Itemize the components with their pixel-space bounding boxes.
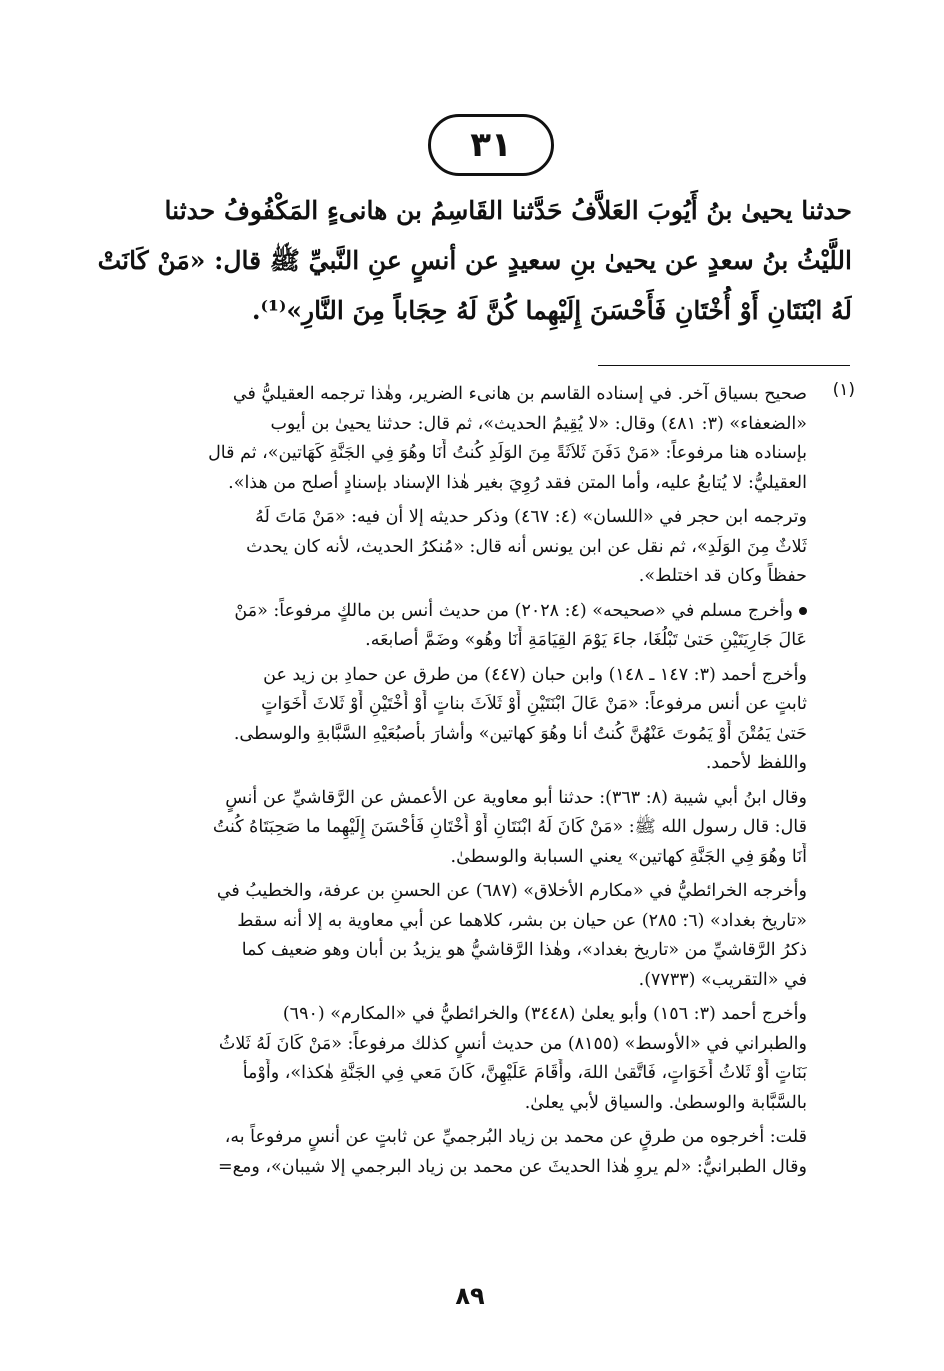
footnote-line: وترجمه ابن حجر في «اللسان» (٤: ٤٦٧) وذكر حديثه إلا أن فيه: «مَنْ مَاتَ لَهُ bbox=[255, 507, 807, 527]
footnote-paragraph bbox=[90, 503, 807, 592]
footnote-line: وقال ابنُ أبي شيبة (٨: ٣٦٣): حدثنا أبو معاوية عن الأعمش عن الرَّقاشيِّ عن أنسٍ bbox=[225, 787, 807, 808]
footnotes bbox=[90, 380, 855, 1187]
footnote-line: «الضعفاء» (٣: ٤٨١) وقال: «لا يُقِيمُ الحديث»، ثم قال: حدثنا يحيىٰ بن أيوب bbox=[270, 413, 807, 434]
hadith-number: ٣١ bbox=[470, 125, 512, 165]
footnote-line: بَنَاتٍ أَوْ ثَلاثُ أَخَوَاتٍ، فَاتَّقىٰ اللهَ، وأَقَامَ عَلَيْهِنَّ، كَانَ مَعي فِي الجَنَّةِ هٰكذا»، وأَوْمأ bbox=[242, 1063, 807, 1083]
footnote-line: في «التقريب» (٧٧٣٣). bbox=[638, 969, 807, 990]
footnote-paragraph bbox=[90, 380, 807, 498]
hadith-number-badge bbox=[428, 114, 554, 176]
hadith-text-line: اللَّيْثُ بنُ سعدٍ عن يحيىٰ بنِ سعيدٍ عن أنسٍ عنِ النَّبيِّ ﷺ قال: «مَنْ كَانَتْ bbox=[97, 246, 852, 275]
footnote-line: عَالَ جَارِيَتَيْنِ حَتىٰ تَبْلُغَا، جاءَ يَوْمَ القِيَامَةِ أَنَا وهُو» وضَمَّ أصابعَه. bbox=[365, 630, 807, 650]
footnote-line: بالسَّبَّابة والوسطىٰ. والسياق لأبي يعلىٰ. bbox=[524, 1092, 807, 1113]
footnote-paragraph bbox=[90, 877, 807, 995]
footnote-separator bbox=[598, 365, 850, 366]
hadith-text-line: حدثنا يحيىٰ بنُ أَيُوبَ العَلاَّفُ حَدَّثنا القَاسِمُ بن هانىءٍ المَكْفُوفُ حدثنا bbox=[164, 196, 852, 225]
footnote-line: وأخرج أحمد (٣: ١٤٧ ـ ١٤٨) وابن حبان (٤٤٧) من طرق عن حمادِ بن زيد عن bbox=[263, 664, 807, 685]
footnote-line: وأخرجه الخرائطيُّ في «مكارم الأخلاق» (٦٨٧) عن الحسنِ بن عرفة، والخطيبُ في bbox=[216, 881, 807, 901]
hadith-text bbox=[96, 186, 852, 336]
footnote-paragraph bbox=[90, 661, 807, 779]
footnote-marker: (١) bbox=[832, 380, 855, 400]
footnote-line: واللفظ لأحمد. bbox=[705, 753, 807, 773]
bullet-icon bbox=[799, 607, 807, 615]
footnote-line: «تاريخ بغداد» (٦: ٢٨٥) عن حيان بن بشر، كلاهما عن أبي معاوية به إلا أنه سقط bbox=[237, 910, 807, 931]
footnote-line: حفظاً وكان قد اختلط». bbox=[638, 566, 807, 586]
footnote-line bbox=[90, 597, 807, 627]
footnote-line: قلت: أخرجوه من طرقٍ عن محمد بن زياد البُرجميِّ عن ثابتٍ عن أنسٍ مرفوعاً به، bbox=[224, 1127, 807, 1147]
footnote-line: العقيليُّ: لا يُتابعُ عليه، وأما المتن فقد رُوِيَ بغير هٰذا الإسناد بإسنادٍ أصلح من هذا». bbox=[228, 472, 807, 493]
footnote-body bbox=[90, 380, 807, 1182]
footnote-line: قال: قال رسول الله ﷺ: «مَنْ كَانَ لَهُ ابْنَتَانِ أَوْ أُخْتَانِ فَأَحْسَنَ إِلَيْهِما ما صَحِبَتَاهُ كُنتُ bbox=[212, 817, 807, 837]
page-number: ٨٩ bbox=[455, 1282, 485, 1310]
footnote-line-text: وأخرج مسلم في «صحيحه» (٤: ٢٠٢٨) من حديث أنس بن مالكٍ مرفوعاً: «مَنْ bbox=[234, 600, 793, 621]
footnote-line: ثابتٍ عن أنس مرفوعاً: «مَنْ عَالَ ابْنَتَيْنِ أَوْ ثَلاَثَ بناتٍ أَوْ أُخْتَيْنِ أَوْ ثَلاثَ أَخَوَاتٍ bbox=[261, 694, 807, 714]
footnote-line: ثَلاثٌ مِنَ الوَلَدِ»، ثم نقل عن ابن يونس أنه قال: «مُنكرُ الحديث، لأنه كان يحدث bbox=[246, 536, 807, 557]
footnote-line: والطبراني في «الأوسط» (٨١٥٥) من حديث أنسٍ كذلك مرفوعاً: «مَنْ كَانَ لَهُ ثَلاثُ bbox=[218, 1033, 807, 1054]
footnote-line: صحيح بسياق آخر. في إسناده القاسم بن هانىء الضرير، وهٰذا ترجمه العقيليُّ في bbox=[232, 384, 807, 404]
footnote-line: حَتىٰ يَمُتْنَ أَوْ يَمُوتَ عَنْهُنَّ كُنتُ أنا وهُوَ كهاتين» وأشارَ بأُصبُعَيْهِ السَّبَّابةِ والوسطى. bbox=[233, 723, 807, 744]
footnote-line: ذكرُ الرَّقاشيِّ من «تاريخ بغداد»، وهٰذا الرَّقاشيُّ هو يزيدُ بن أبان وهو ضعيف كما bbox=[241, 940, 807, 960]
footnote-paragraph bbox=[90, 1123, 807, 1182]
footnote-line: وقال الطبرانيُّ: «لم يروِ هٰذا الحديثَ عن محمد بن زياد البرجمي إلا شيبان»، ومع= bbox=[218, 1156, 807, 1177]
footnote-line: وأخرج أحمد (٣: ١٥٦) وأبو يعلىٰ (٣٤٤٨) والخرائطيُّ في «المكارم» (٦٩٠) bbox=[282, 1004, 807, 1024]
footnote-paragraph bbox=[90, 784, 807, 873]
hadith-text-line: لَهُ ابْنَتَانِ أَوْ أُخْتَانِ فَأَحْسَنَ إِلَيْهِما كُنَّ لَهُ حِجَاباً مِنَ النَّارِ»⁽¹⁾. bbox=[251, 296, 852, 325]
footnote-paragraph bbox=[90, 1000, 807, 1118]
footnote-paragraph bbox=[90, 597, 807, 656]
footnote-line: بإسناده هنا مرفوعاً: «مَنْ دَفَنَ ثَلاَثَةً مِنَ الوَلَدِ كُنتُ أَنَا وهُوَ فِي الجَنَّةِ كَهَاتين»، ثم قال bbox=[208, 443, 807, 463]
footnote-line: أَنَا وهُوَ فِي الجَنَّةِ كهاتين» يعني السبابة والوسطىٰ. bbox=[450, 846, 807, 867]
